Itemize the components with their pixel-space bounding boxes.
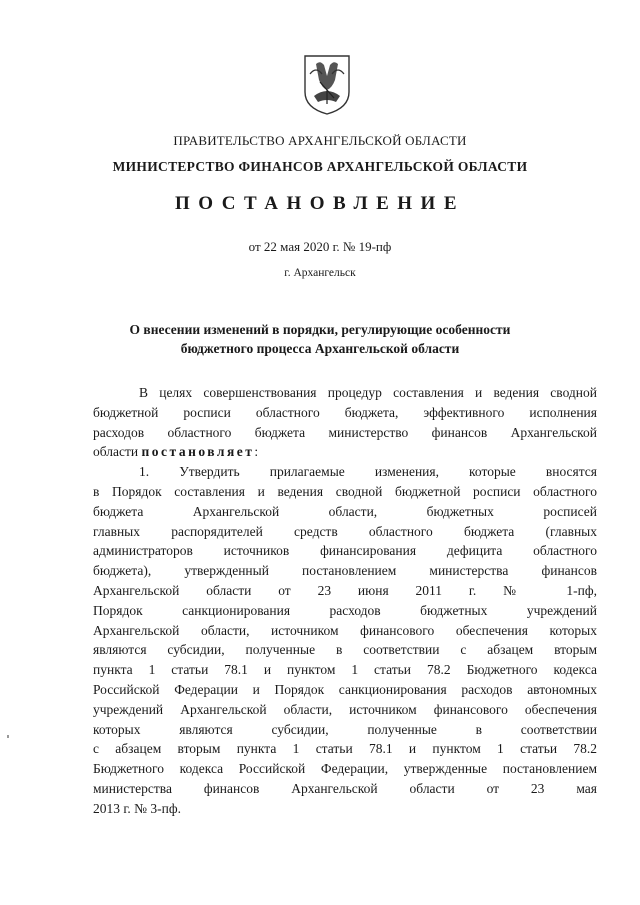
- document-subject: [0, 320, 640, 358]
- body-line-prefix: области: [93, 444, 142, 460]
- body-line: расходов областного бюджета министерство финансов Архангельской: [93, 424, 597, 440]
- government-title: ПРАВИТЕЛЬСТВО АРХАНГЕЛЬСКОЙ ОБЛАСТИ: [173, 133, 467, 148]
- document-body: [93, 383, 597, 819]
- body-line: являются субсидии, полученные в соответствии с абзацем вторым: [93, 642, 597, 658]
- body-line: бюджета Архангельской области, бюджетных росписей: [93, 503, 597, 519]
- document-city: г. Архангельск: [284, 267, 356, 279]
- ministry-title: МИНИСТЕРСТВО ФИНАНСОВ АРХАНГЕЛЬСКОЙ ОБЛАСТИ: [112, 159, 528, 174]
- body-line: Архангельской области от 23 июня 2011 г. № 1-пф,: [93, 582, 597, 598]
- body-line: Порядок санкционирования расходов бюджетных учреждений: [93, 602, 597, 618]
- scan-speck: [7, 735, 9, 738]
- body-line: главных распорядителей средств областного бюджета (главных: [93, 523, 597, 539]
- document-type-heading: ПОСТАНОВЛЕНИЕ: [174, 193, 466, 214]
- body-line: 2013 г. № 3-пф.: [93, 800, 181, 816]
- body-line: бюджета), утвержденный постановлением министерства финансов: [93, 563, 597, 579]
- document-date-number: от 22 мая 2020 г. № 19-пф: [248, 239, 392, 254]
- emphasized-verb: постановляет: [141, 444, 255, 460]
- subject-line: бюджетного процесса Архангельской области: [180, 341, 460, 356]
- body-line: бюджетной росписи областного бюджета, эффективного исполнения: [93, 404, 597, 420]
- body-line: Бюджетного кодекса Российской Федерации, утвержденные постановлением: [93, 761, 597, 777]
- coat-of-arms-emblem: [302, 52, 352, 116]
- body-line: Архангельской области, источником финансового обеспечения которых: [93, 622, 597, 638]
- body-line: пункта 1 статьи 78.1 и пунктом 1 статьи 78.2 Бюджетного кодекса: [93, 662, 597, 678]
- subject-line: О внесении изменений в порядки, регулирующие особенности: [129, 322, 511, 337]
- body-line: министерства финансов Архангельской области от 23 мая: [93, 780, 597, 796]
- body-line: в Порядок составления и ведения сводной бюджетной росписи областного: [93, 483, 597, 499]
- body-line: с абзацем вторым пункта 1 статьи 78.1 и пунктом 1 статьи 78.2: [93, 741, 597, 757]
- body-line: которых являются субсидии, полученные в соответствии: [93, 721, 597, 737]
- body-line: Российской Федерации и Порядок санкционирования расходов автономных: [93, 681, 597, 697]
- body-line: учреждений Архангельской области, источником финансового обеспечения: [93, 701, 597, 717]
- body-line: 1. Утвердить прилагаемые изменения, которые вносятся: [139, 464, 597, 480]
- body-line: администраторов источников финансирования дефицита областного: [93, 543, 597, 559]
- body-line-suffix: :: [254, 444, 259, 460]
- body-line: [93, 442, 597, 462]
- body-line: В целях совершенствования процедур составления и ведения сводной: [139, 385, 597, 400]
